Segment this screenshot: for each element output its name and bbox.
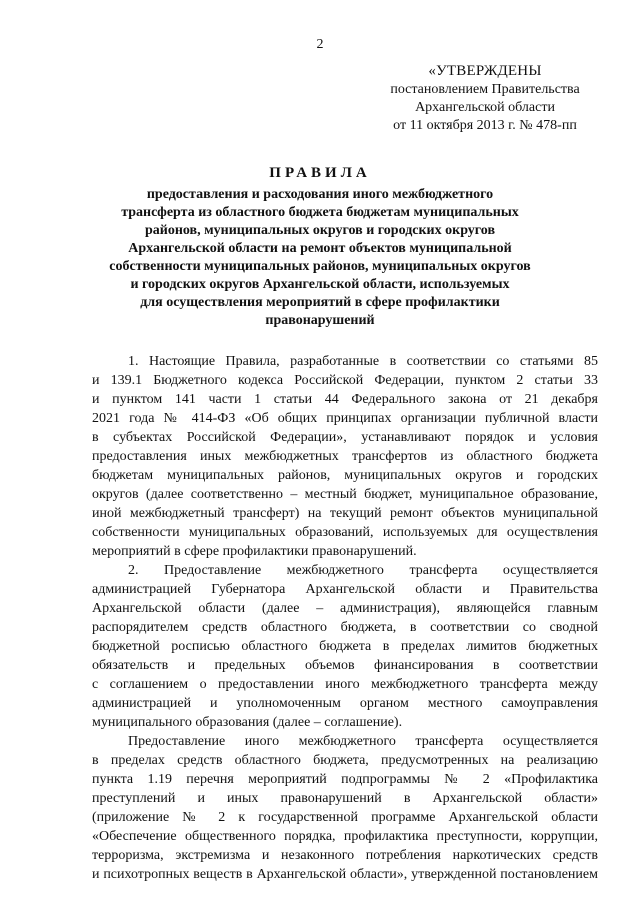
approval-line: Архангельской области — [415, 100, 555, 115]
subtitle-line: и городских округов Архангельской области, используемых — [130, 277, 510, 292]
paragraph-line: иной межбюджетный трансферт) на текущий ремонт объектов муниципальной — [92, 506, 598, 521]
paragraph-line: бюджетной росписью областного бюджета в пределах лимитов бюджетных — [92, 639, 598, 654]
approval-line: от 11 октября 2013 г. № 478-пп — [393, 118, 577, 133]
paragraph-line: пункта 1.19 перечня мероприятий подпрограммы № 2 «Профилактика — [92, 772, 598, 787]
paragraph-line: 1. Настоящие Правила, разработанные в соответствии со статьями 85 — [128, 354, 598, 369]
approval-line: постановлением Правительства — [390, 82, 580, 97]
document-title: ПРАВИЛА — [269, 165, 371, 181]
approval-heading: «УТВЕРЖДЕНЫ — [428, 63, 542, 79]
subtitle-line: предоставления и расходования иного межбюджетного — [146, 187, 494, 202]
subtitle-line: Архангельской области на ремонт объектов муниципальной — [128, 241, 512, 256]
paragraph-line: и психотропных веществ в Архангельской области», утвержденной постановлением — [92, 867, 598, 882]
paragraph-line: администрацией Губернатора Архангельской области и Правительства — [92, 582, 598, 597]
paragraph-line: и 139.1 Бюджетного кодекса Российской Федерации, пунктом 2 статьи 33 — [92, 373, 598, 388]
paragraph-line: округов (далее соответственно – местный бюджет, муниципальное образование, — [92, 487, 598, 502]
paragraph-line: 2021 года № 414-ФЗ «Об общих принципах организации публичной власти — [92, 411, 598, 426]
title-block — [0, 164, 640, 330]
paragraph-line: 2. Предоставление межбюджетного трансферта осуществляется — [128, 563, 598, 578]
paragraph-line: муниципального образования (далее – соглашение). — [92, 715, 403, 730]
page-number: 2 — [316, 37, 324, 52]
paragraph-line: терроризма, экстремизма и незаконного потребления наркотических средств — [92, 848, 598, 863]
paragraph — [92, 732, 598, 884]
paragraph-line: собственности муниципальных образований, используемых для осуществления — [92, 525, 598, 540]
document-subtitle — [0, 186, 640, 330]
paragraph-line: бюджетам муниципальных районов, муниципальных округов и городских — [92, 468, 598, 483]
subtitle-line: для осуществления мероприятий в сфере профилактики — [140, 295, 500, 310]
paragraph-line: (приложение № 2 к государственной программе Архангельской области — [92, 810, 598, 825]
paragraph-line: администрацией и уполномоченным органом местного самоуправления — [92, 696, 598, 711]
paragraph-line: в пределах средств областного бюджета, предусмотренных на реализацию — [92, 753, 598, 768]
subtitle-line: собственности муниципальных районов, муниципальных округов — [109, 259, 531, 274]
paragraph-line: мероприятий в сфере профилактики правонарушений. — [92, 544, 417, 559]
subtitle-line: трансферта из областного бюджета бюджетам муниципальных — [121, 205, 519, 220]
paragraph — [92, 561, 598, 732]
paragraph-line: и пунктом 141 части 1 статьи 44 Федерального закона от 21 декабря — [92, 392, 598, 407]
approval-stamp — [360, 62, 610, 135]
paragraph-line: Предоставление иного межбюджетного трансферта осуществляется — [128, 734, 598, 749]
paragraph-line: обязательств и предельных объемов финансирования в соответствии — [92, 658, 598, 673]
paragraph-line: преступлений и иных правонарушений в Архангельской области» — [92, 791, 598, 806]
paragraph-line: распорядителем средств областного бюджета, в соответствии со сводной — [92, 620, 598, 635]
subtitle-line: районов, муниципальных округов и городских округов — [144, 223, 496, 238]
paragraph-line: «Обеспечение общественного порядка, профилактика преступности, коррупции, — [92, 829, 598, 844]
paragraph — [92, 352, 598, 561]
subtitle-line: правонарушений — [265, 313, 375, 328]
paragraph-line: предоставления иных межбюджетных трансфертов из областного бюджета — [92, 449, 598, 464]
paragraph-line: в субъектах Российской Федерации», устанавливают порядок и условия — [92, 430, 598, 445]
document-body — [92, 352, 598, 884]
paragraph-line: с соглашением о предоставлении иного межбюджетного трансферта между — [92, 677, 598, 692]
paragraph-line: Архангельской области (далее – администрация), являющейся главным — [92, 601, 598, 616]
